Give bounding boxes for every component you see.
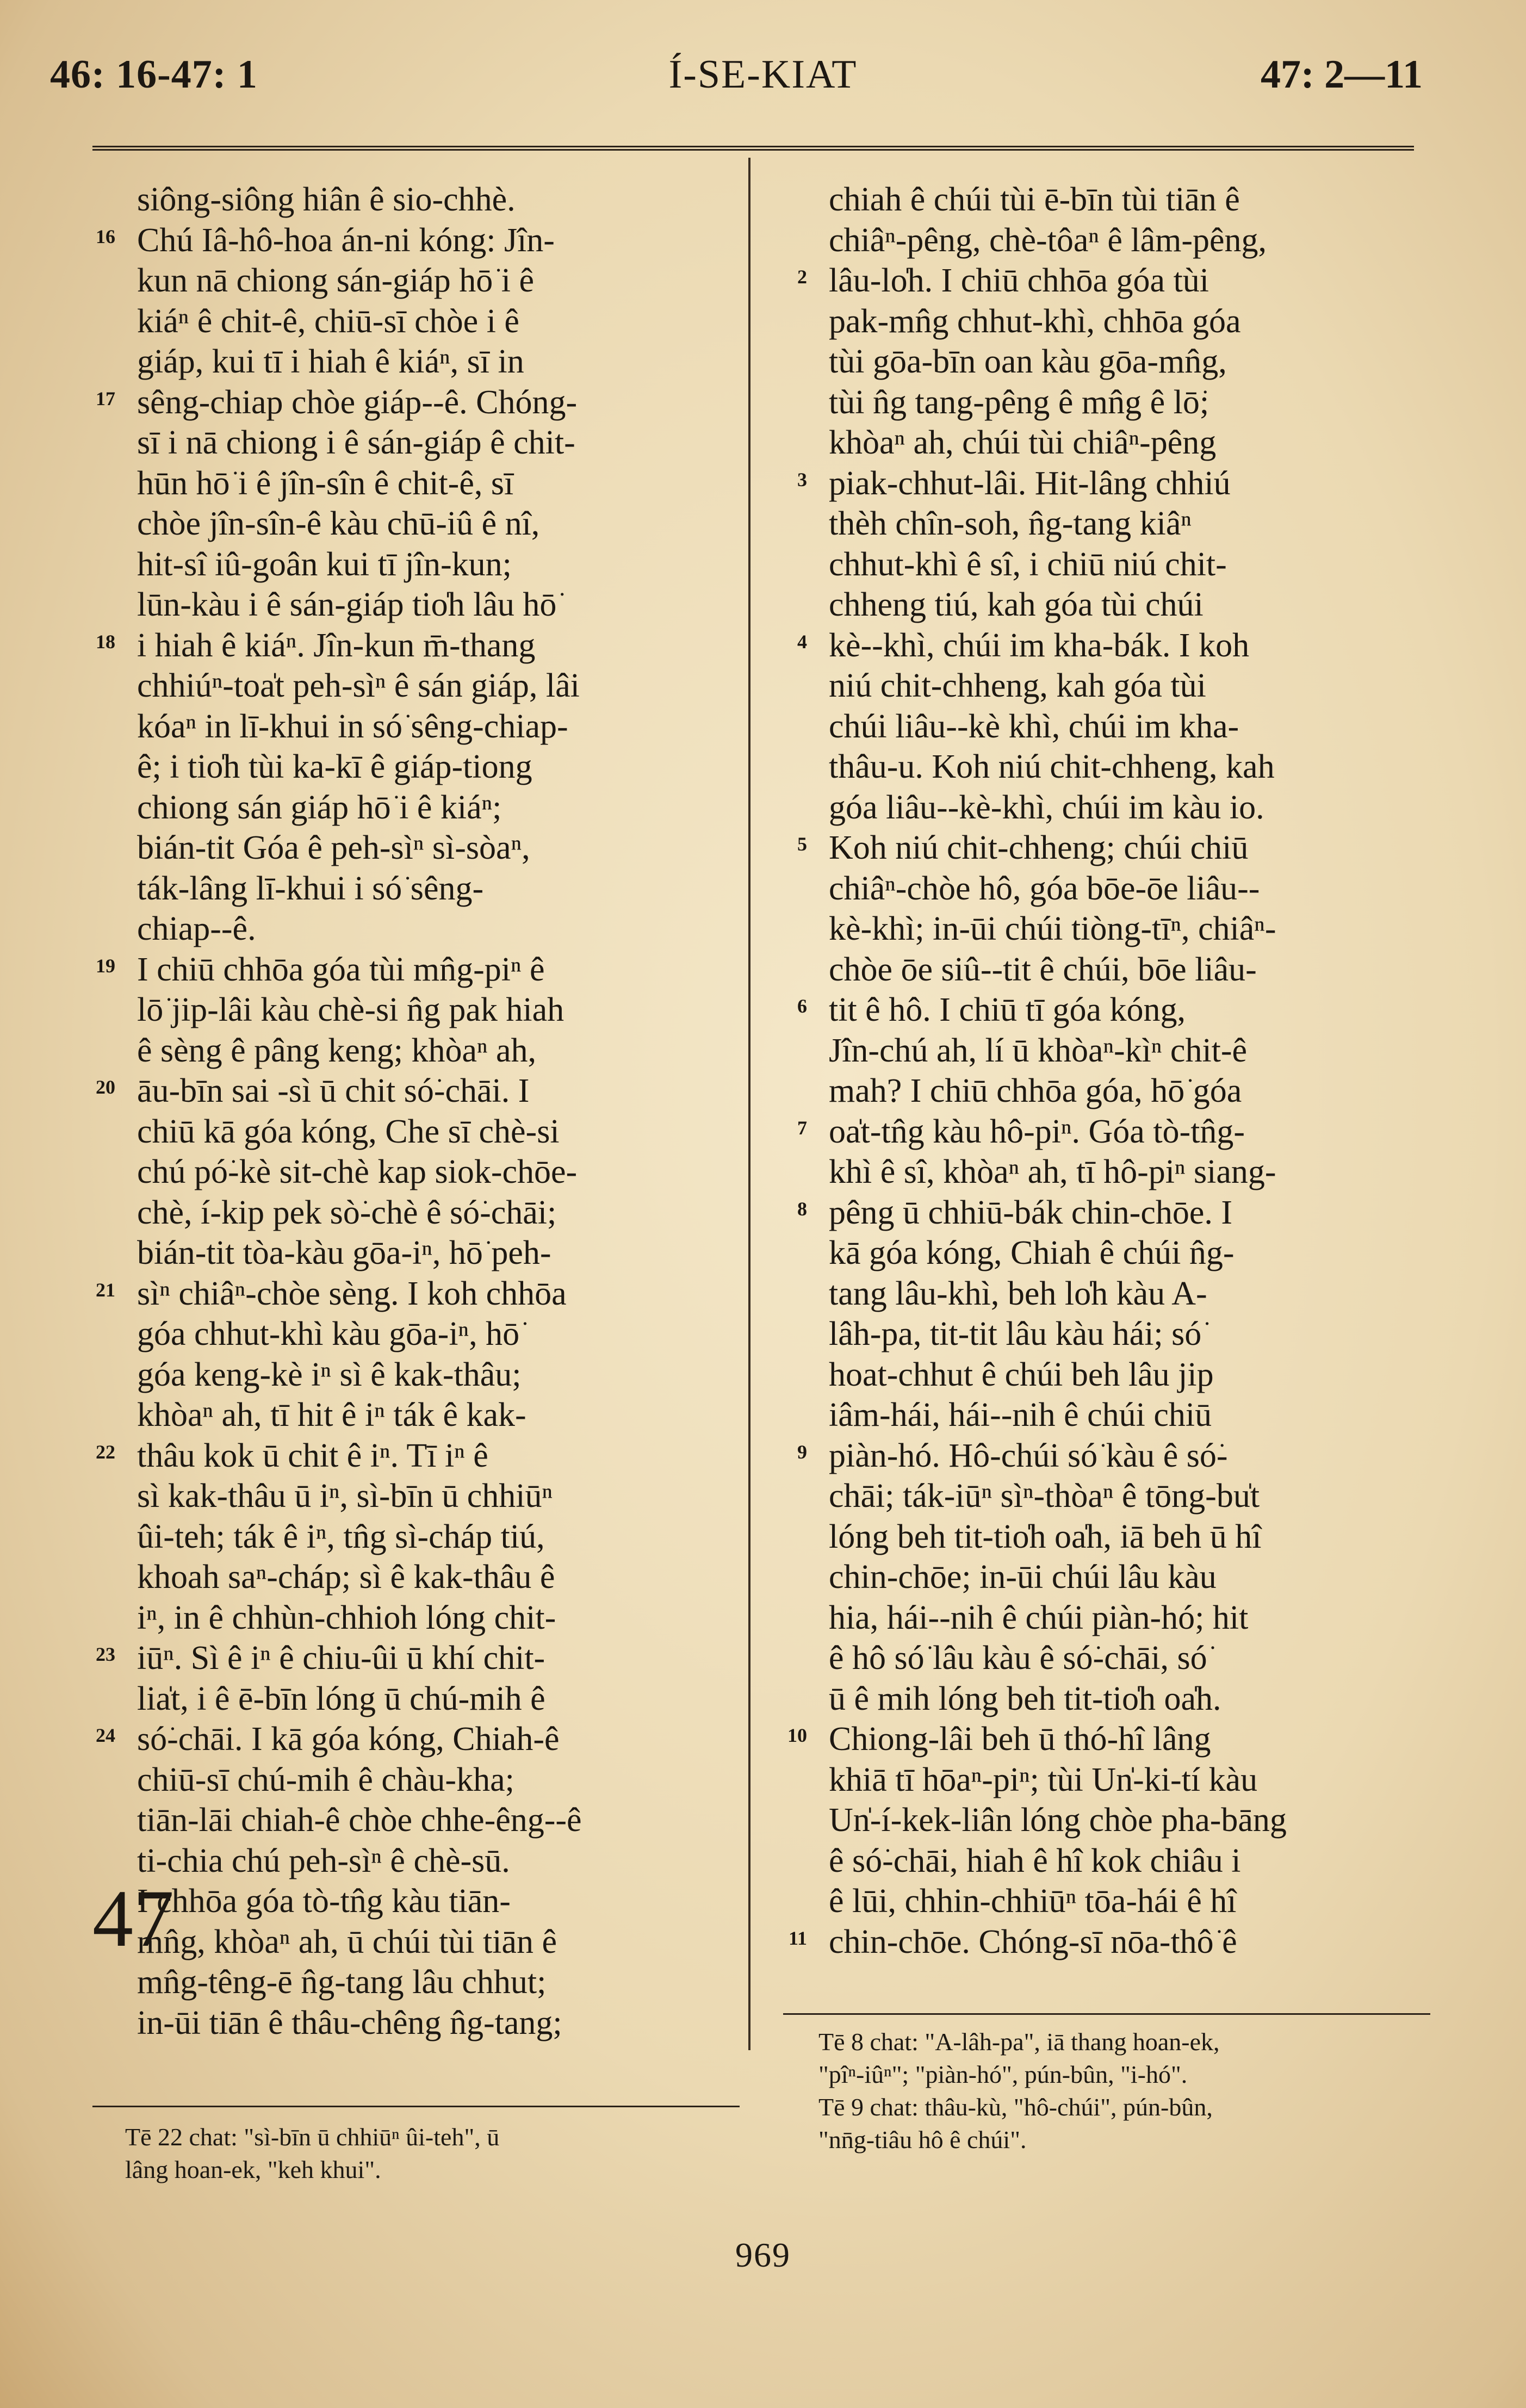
line-text: chiong sán giáp hō͘ i ê kiáⁿ; xyxy=(137,789,502,826)
text-line xyxy=(797,1112,1434,1152)
line-text: só͘-chāi. I kā góa kóng, Chiah-ê xyxy=(137,1721,560,1758)
text-line xyxy=(137,585,734,625)
verse-number: 6 xyxy=(797,995,807,1017)
line-text: chin-chōe. Chóng-sī nōa-thô͘ ê xyxy=(829,1923,1237,1960)
line-text: āu-bīn sai -sì ū chit só͘-chāi. I xyxy=(137,1072,530,1109)
text-line xyxy=(829,1274,1434,1314)
line-text: mah? I chiū chhōa góa, hō͘ góa xyxy=(829,1072,1242,1109)
verse-number: 5 xyxy=(797,833,807,855)
footnote-right xyxy=(818,2026,1219,2156)
line-text: ê; i tio̍h tùi ka-kī ê giáp-tiong xyxy=(137,748,532,785)
footnote-line: lâng hoan-ek, "keh khui". xyxy=(125,2156,381,2183)
line-text: góa liâu--kè-khì, chúi im kàu io. xyxy=(829,789,1264,826)
text-line xyxy=(96,949,734,990)
text-line xyxy=(829,868,1434,909)
line-text: Jîn-chú ah, lí ū khòaⁿ-kìⁿ chit-ê xyxy=(829,1032,1248,1069)
line-text: chú pó͘-kè sit-chè kap siok-chōe- xyxy=(137,1153,578,1190)
text-line xyxy=(829,1841,1434,1882)
text-line xyxy=(829,1517,1434,1557)
text-line xyxy=(829,504,1434,544)
text-line xyxy=(829,1233,1434,1274)
footnote-left xyxy=(125,2121,499,2186)
text-line xyxy=(829,1071,1434,1112)
line-text: chòe jîn-sîn-ê kàu chū-iû ê nî, xyxy=(137,505,540,542)
line-text: tùi n̂g tang-pêng ê mn̂g ê lō͘; xyxy=(829,383,1209,421)
text-line xyxy=(137,909,734,949)
line-text: ê hô só͘ lâu kàu ê só͘-chāi, só͘ xyxy=(829,1640,1207,1677)
line-text: niú chit-chheng, kah góa tùi xyxy=(829,667,1206,704)
text-line xyxy=(137,1557,734,1598)
text-line xyxy=(797,463,1434,504)
footnote-rule-right xyxy=(783,2013,1430,2015)
text-line xyxy=(829,1557,1434,1598)
verse-number: 19 xyxy=(96,954,115,977)
text-line xyxy=(829,585,1434,625)
line-text: mn̂g, khòaⁿ ah, ū chúi tùi tiān ê xyxy=(137,1923,557,1960)
line-text: ū ê mih lóng beh tit-tio̍h oa̍h. xyxy=(829,1680,1221,1717)
line-text: kè--khì, chúi im kha-bák. I koh xyxy=(829,626,1250,664)
text-line xyxy=(96,625,734,666)
footnote-line: Tē 8 chat: "A-lâh-pa", iā thang hoan-ek, xyxy=(818,2028,1220,2056)
text-line xyxy=(137,1314,734,1355)
text-line xyxy=(829,1314,1434,1355)
line-text: khòaⁿ ah, tī hit ê iⁿ ták ê kak- xyxy=(137,1397,526,1433)
line-text: kóaⁿ in lī-khui in só͘ sêng-chiap- xyxy=(137,707,568,745)
line-text: hūn hō͘ i ê jîn-sîn ê chit-ê, sī xyxy=(137,464,514,502)
line-text: I chiū chhōa góa tùi mn̂g-piⁿ ê xyxy=(137,951,545,988)
text-line xyxy=(829,1760,1434,1801)
text-line xyxy=(137,787,734,828)
text-line xyxy=(96,1071,734,1112)
verse-number: 18 xyxy=(96,630,115,653)
line-text: lia̍t, i ê ē-bīn lóng ū chú-mih ê xyxy=(137,1680,545,1717)
text-line xyxy=(137,1517,734,1557)
text-line xyxy=(829,382,1434,423)
footnote-line: Tē 22 chat: "sì-bīn ū chhiūⁿ ûi-teh", ū xyxy=(125,2123,500,2151)
line-text: iⁿ, in ê chhùn-chhioh lóng chit- xyxy=(137,1599,556,1636)
text-line xyxy=(137,301,734,342)
line-text: góa keng-kè iⁿ sì ê kak-thâu; xyxy=(137,1356,522,1393)
text-line xyxy=(829,1800,1434,1841)
text-line xyxy=(96,382,734,423)
verse-number: 10 xyxy=(787,1724,807,1746)
text-line xyxy=(137,666,734,706)
line-text: kun nā chiong sán-giáp hō͘ i ê xyxy=(137,262,535,299)
line-text: khiā tī hōaⁿ-piⁿ; tùi Un̍-ki-tí kàu xyxy=(829,1761,1258,1798)
line-text: in-ūi tiān ê thâu-chêng n̂g-tang; xyxy=(137,2004,562,2041)
line-text: Chiong-lâi beh ū thó-hî lâng xyxy=(829,1721,1211,1758)
line-text: kā góa kóng, Chiah ê chúi n̂g- xyxy=(829,1234,1235,1271)
text-line xyxy=(829,544,1434,585)
line-text: lūn-kàu i ê sán-giáp tio̍h lâu hō͘ xyxy=(137,586,557,623)
verse-number: 9 xyxy=(797,1441,807,1463)
text-line xyxy=(137,2003,734,2044)
header-verse-range-right: 47: 2—11 xyxy=(1260,52,1423,97)
verse-number: 8 xyxy=(797,1197,807,1220)
line-text: lâu-lo̍h. I chiū chhōa góa tùi xyxy=(829,262,1209,299)
line-text: ûi-teh; ták ê iⁿ, tn̂g sì-cháp tiú, xyxy=(137,1518,545,1555)
line-text: góa chhut-khì kàu gōa-iⁿ, hō͘ xyxy=(137,1315,520,1352)
line-text: I chhōa góa tò-tn̂g kàu tiān- xyxy=(137,1883,511,1920)
text-line xyxy=(797,1436,1434,1476)
footnote-rule-left xyxy=(92,2106,740,2107)
text-line xyxy=(137,1800,734,1841)
line-text: i hiah ê kiáⁿ. Jîn-kun m̄-thang xyxy=(137,626,536,664)
verse-number: 2 xyxy=(797,266,807,288)
text-line xyxy=(137,1476,734,1517)
text-line xyxy=(787,1719,1434,1760)
text-line xyxy=(137,1962,734,2003)
line-text: Koh niú chit-chheng; chúi chiū xyxy=(829,829,1249,866)
text-line xyxy=(829,1598,1434,1639)
text-line xyxy=(829,949,1434,990)
verse-number: 4 xyxy=(797,630,807,653)
text-line xyxy=(137,1841,734,1882)
text-line xyxy=(137,1922,734,1963)
line-text: khoah saⁿ-cháp; sì ê kak-thâu ê xyxy=(137,1559,555,1596)
line-text: sī i nā chiong i ê sán-giáp ê chit- xyxy=(137,424,575,461)
line-text: lâh-pa, tit-tit lâu kàu hái; só͘ xyxy=(829,1315,1202,1352)
text-line xyxy=(96,1719,734,1760)
line-text: lō͘ jip-lâi kàu chè-si n̂g pak hiah xyxy=(137,991,565,1028)
text-line xyxy=(137,1233,734,1274)
line-text: chiâⁿ-pêng, chè-tôaⁿ ê lâm-pêng, xyxy=(829,221,1267,259)
text-line xyxy=(137,423,734,463)
line-text: siông-siông hiân ê sio-chhè. xyxy=(137,181,516,218)
text-line xyxy=(829,1638,1434,1679)
verse-number: 21 xyxy=(96,1279,115,1301)
text-line xyxy=(137,706,734,747)
text-line xyxy=(137,1031,734,1071)
chapter-number: 47 xyxy=(92,1873,174,1964)
text-line xyxy=(137,1760,734,1801)
line-text: pak-mn̂g chhut-khì, chhōa góa xyxy=(829,302,1241,340)
line-text: thèh chîn-soh, n̂g-tang kiâⁿ xyxy=(829,505,1192,542)
line-text: chiah ê chúi tùi ē-bīn tùi tiān ê xyxy=(829,181,1240,218)
line-text: chin-chōe; in-ūi chúi lâu kàu xyxy=(829,1559,1217,1596)
text-line xyxy=(829,1679,1434,1720)
header-book-title: Í-SE-KIAT xyxy=(668,52,858,97)
line-text: oa̍t-tn̂g kàu hô-piⁿ. Góa tò-tn̂g- xyxy=(829,1113,1245,1150)
text-line xyxy=(829,666,1434,706)
text-line xyxy=(137,990,734,1031)
text-line xyxy=(137,179,734,220)
text-line xyxy=(797,828,1434,868)
right-column xyxy=(787,179,1434,1962)
line-text: tang lâu-khì, beh lo̍h kàu A- xyxy=(829,1275,1207,1312)
text-line xyxy=(797,1193,1434,1233)
text-line xyxy=(137,1112,734,1152)
line-text: kiáⁿ ê chit-ê, chiū-sī chòe i ê xyxy=(137,302,519,340)
text-line xyxy=(797,260,1434,301)
line-text: khòaⁿ ah, chúi tùi chiâⁿ-pêng xyxy=(829,424,1217,461)
text-line xyxy=(96,1436,734,1476)
line-text: hoat-chhut ê chúi beh lâu jip xyxy=(829,1356,1214,1393)
text-line xyxy=(829,1881,1434,1922)
text-line xyxy=(829,1355,1434,1395)
text-line xyxy=(137,868,734,909)
text-line xyxy=(137,544,734,585)
text-line xyxy=(829,1476,1434,1517)
line-text: sêng-chiap chòe giáp--ê. Chóng- xyxy=(137,383,578,421)
line-text: lóng beh tit-tio̍h oa̍h, iā beh ū hî xyxy=(829,1518,1262,1555)
verse-number: 3 xyxy=(797,468,807,491)
text-line xyxy=(137,1679,734,1720)
text-line xyxy=(96,1274,734,1314)
line-text: ê sèng ê pâng keng; khòaⁿ ah, xyxy=(137,1032,537,1069)
verse-number: 16 xyxy=(96,225,115,247)
text-line xyxy=(137,747,734,787)
line-text: chhut-khì ê sî, i chiū niú chit- xyxy=(829,545,1227,583)
footnote-line: "pîⁿ-iûⁿ"; "piàn-hó", pún-bûn, "i-hó". xyxy=(818,2061,1188,2088)
line-text: iūⁿ. Sì ê iⁿ ê chiu-ûi ū khí chit- xyxy=(137,1640,545,1677)
line-text: chiâⁿ-chòe hô, góa bōe-ōe liâu-- xyxy=(829,870,1260,907)
page-number: 969 xyxy=(735,2236,791,2274)
text-line xyxy=(137,504,734,544)
text-line xyxy=(137,342,734,382)
line-text: chiū kā góa kóng, Che sī chè-si xyxy=(137,1113,560,1150)
verse-number: 20 xyxy=(96,1076,115,1098)
line-text: chhiúⁿ-toa̍t peh-sìⁿ ê sán giáp, lâi xyxy=(137,667,580,704)
text-line xyxy=(829,423,1434,463)
text-line xyxy=(829,787,1434,828)
line-text: piàn-hó. Hô-chúi só͘ kàu ê só͘- xyxy=(829,1437,1228,1474)
line-text: bián-tit tòa-kàu gōa-iⁿ, hō͘ peh- xyxy=(137,1234,551,1271)
line-text: chòe ōe siû--tit ê chúi, bōe liâu- xyxy=(829,951,1257,988)
text-line xyxy=(829,301,1434,342)
line-text: hia, hái--nih ê chúi piàn-hó; hit xyxy=(829,1599,1249,1636)
text-line xyxy=(96,1638,734,1679)
text-line xyxy=(829,1031,1434,1071)
line-text: ták-lâng lī-khui i só͘ sêng- xyxy=(137,870,484,907)
line-text: giáp, kui tī i hiah ê kiáⁿ, sī in xyxy=(137,343,524,380)
text-line xyxy=(829,1152,1434,1193)
line-text: bián-tit Góa ê peh-sìⁿ sì-sòaⁿ, xyxy=(137,829,530,866)
verse-number: 24 xyxy=(96,1724,115,1746)
line-text: hit-sî iû-goân kui tī jîn-kun; xyxy=(137,545,512,583)
line-text: piak-chhut-lâi. Hit-lâng chhiú xyxy=(829,464,1231,502)
text-line xyxy=(137,1152,734,1193)
line-text: tit ê hô. I chiū tī góa kóng, xyxy=(829,991,1186,1028)
header-double-rule xyxy=(92,146,1414,151)
verse-number: 7 xyxy=(797,1116,807,1139)
line-text: chè, í-kip pek sò͘-chè ê só͘-chāi; xyxy=(137,1194,557,1231)
text-line xyxy=(137,463,734,504)
line-text: chheng tiú, kah góa tùi chúi xyxy=(829,586,1204,623)
verse-number: 11 xyxy=(788,1927,807,1949)
line-text: kè-khì; in-ūi chúi tiòng-tīⁿ, chiâⁿ- xyxy=(829,910,1276,947)
line-text: ê só͘-chāi, hiah ê hî kok chiâu i xyxy=(829,1842,1241,1879)
text-line xyxy=(829,179,1434,220)
text-line xyxy=(137,1598,734,1639)
line-text: pêng ū chhiū-bák chin-chōe. I xyxy=(829,1194,1233,1231)
line-text: Chú Iâ-hô-hoa án-ni kóng: Jîn- xyxy=(137,221,555,259)
line-text: chúi liâu--kè khì, chúi im kha- xyxy=(829,707,1239,745)
text-line xyxy=(829,747,1434,787)
line-text: ê lūi, chhin-chhiūⁿ tōa-hái ê hî xyxy=(829,1883,1237,1920)
line-text: chāi; ták-iūⁿ sìⁿ-thòaⁿ ê tōng-bu̍t xyxy=(829,1478,1260,1515)
text-line xyxy=(797,990,1434,1031)
text-line xyxy=(137,1193,734,1233)
line-text: thâu-u. Koh niú chit-chheng, kah xyxy=(829,748,1275,785)
verse-number: 23 xyxy=(96,1643,115,1665)
footnote-line: "nn̄g-tiâu hô ê chúi". xyxy=(818,2126,1027,2153)
verse-number: 22 xyxy=(96,1441,115,1463)
line-text: thâu kok ū chit ê iⁿ. Tī iⁿ ê xyxy=(137,1437,488,1474)
line-text: tiān-lāi chiah-ê chòe chhe-êng--ê xyxy=(137,1802,582,1839)
text-line xyxy=(788,1922,1434,1963)
line-text: sì kak-thâu ū iⁿ, sì-bīn ū chhiūⁿ xyxy=(137,1478,553,1515)
footnote-line: Tē 9 chat: thâu-kù, "hô-chúi", pún-bûn, xyxy=(818,2093,1213,2121)
verse-number: 17 xyxy=(96,387,115,409)
line-text: sìⁿ chiâⁿ-chòe sèng. I koh chhōa xyxy=(137,1275,567,1312)
text-line xyxy=(96,220,734,261)
text-line xyxy=(137,260,734,301)
line-text: chiap--ê. xyxy=(137,910,256,947)
text-line xyxy=(829,220,1434,261)
line-text: tùi gōa-bīn oan kàu gōa-mn̂g, xyxy=(829,343,1227,380)
line-text: Un̍-í-kek-liân lóng chòe pha-bāng xyxy=(829,1802,1287,1839)
text-line xyxy=(829,342,1434,382)
line-text: ti-chia chú peh-sìⁿ ê chè-sū. xyxy=(137,1842,510,1879)
text-line xyxy=(137,828,734,868)
line-text: khì ê sî, khòaⁿ ah, tī hô-piⁿ siang- xyxy=(829,1153,1276,1190)
line-text: iâm-hái, hái--nih ê chúi chiū xyxy=(829,1397,1212,1433)
text-line xyxy=(137,1355,734,1395)
header-verse-range-left: 46: 16-47: 1 xyxy=(50,52,258,97)
left-column xyxy=(92,179,734,2043)
running-header xyxy=(0,52,1526,111)
text-line xyxy=(137,1395,734,1436)
column-divider xyxy=(748,158,750,2050)
text-line xyxy=(829,1395,1434,1436)
line-text: mn̂g-têng-ē n̂g-tang lâu chhut; xyxy=(137,1964,547,2001)
text-line xyxy=(829,706,1434,747)
text-line xyxy=(797,625,1434,666)
line-text: chiū-sī chú-mih ê chàu-kha; xyxy=(137,1761,514,1798)
text-line xyxy=(829,909,1434,949)
